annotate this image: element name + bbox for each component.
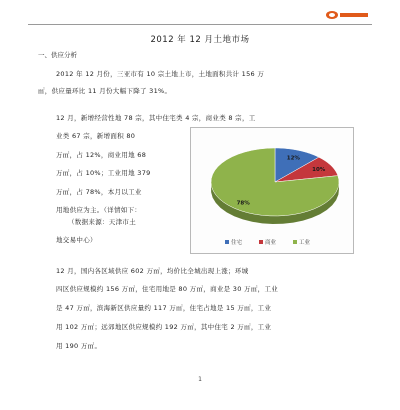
paragraph-new-land: 12 月，新增经营性地 78 宗，其中住宅类 4 宗，商业类 8 宗，工 xyxy=(56,114,256,122)
data-source-note-cont: 地交易中心） xyxy=(56,236,97,244)
paragraph-regions-detail xyxy=(56,280,356,356)
detail-line: 用 190 万㎡。 xyxy=(56,342,102,350)
section-heading: 一、供应分析 xyxy=(38,51,77,59)
paragraph-supply: 2012 年 12 月份，三亚市有 10 宗土地上市，土地面积共计 156 万 xyxy=(56,70,265,78)
detail-line: 四区供应规模约 156 万㎡，住宅用地是 80 万㎡，商业是 30 万㎡，工业 xyxy=(56,285,279,293)
page-number: 1 xyxy=(198,376,202,383)
pie-data-label: 78% xyxy=(236,200,250,207)
pie-chart-frame xyxy=(190,127,354,254)
legend-swatch xyxy=(293,240,297,244)
pie-data-label: 10% xyxy=(312,167,326,174)
column-line: 万㎡，占 10%；工业用地 379 xyxy=(56,169,151,177)
detail-line: 用 102 万㎡；远郊地区供应规模约 192 万㎡，其中住宅 2 万㎡，工业 xyxy=(56,323,272,331)
page-title: 2012 年 12 月土地市场 xyxy=(150,35,250,45)
legend-swatch xyxy=(225,240,229,244)
header-divider xyxy=(28,24,372,25)
brand-logo xyxy=(324,9,370,21)
legend-label: 住宅 xyxy=(231,240,243,246)
column-line: 用地供应为主。（详情如下： xyxy=(56,206,142,214)
legend-label: 商业 xyxy=(265,240,277,246)
column-line: 万㎡，占 12%，商业用地 68 xyxy=(56,150,147,159)
paragraph-supply-cont: ㎡，供应量环比 11 月份大幅下降了 31%。 xyxy=(38,87,172,95)
data-source-note: （数据来源：天津市土 xyxy=(68,218,136,226)
legend-label: 工业 xyxy=(299,240,311,246)
pie-data-label: 12% xyxy=(286,155,300,162)
paragraph-left-column xyxy=(56,127,186,220)
paragraph-regions: 12 月，国内各区域供应 602 万㎡，均价比全城出现上涨；环城 xyxy=(56,267,249,275)
legend-swatch xyxy=(259,240,263,244)
detail-line: 是 47 万㎡，滨海新区供应量约 117 万㎡，住宅占地是 15 万㎡，工业 xyxy=(56,304,272,312)
column-line: 万㎡，占 78%，本月以工业 xyxy=(56,187,142,196)
pie-chart xyxy=(191,128,353,253)
column-line: 业类 67 宗，新增面积 80 xyxy=(56,132,136,140)
